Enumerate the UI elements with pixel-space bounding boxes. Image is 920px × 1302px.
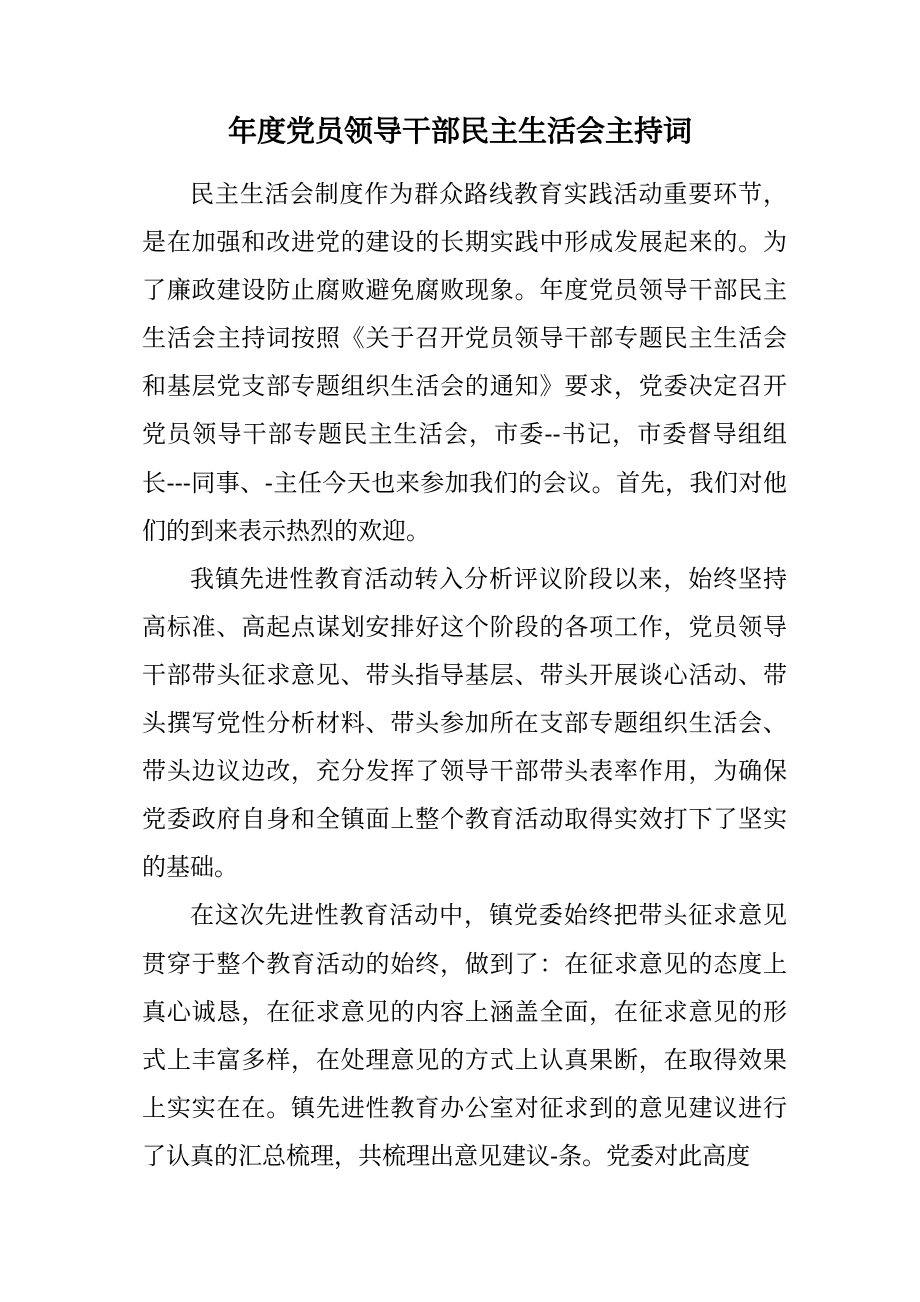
document-title: 年度党员领导干部民主生活会主持词 bbox=[227, 114, 692, 148]
paragraph-3: 在这次先进性教育活动中，镇党委始终把带头征求意见贯穿于整个教育活动的始终，做到了：在征求意见的态度上真心诚恳，在征求意见的内容上涵盖全面，在征求意见的形式上丰富多样，在处理意见的方式上认真果断，在取得效果上实实在在。镇先进性教育办公室对征求到的意见建议进行了认真的汇总梳理，共梳理出意见建议-条。党委对此高度 bbox=[142, 901, 787, 1170]
paragraph-1: 民主生活会制度作为群众路线教育实践活动重要环节，是在加强和改进党的建设的长期实践中形成发展起来的。为了廉政建设防止腐败避免腐败现象。年度党员领导干部民主生活会主持词按照《关于召开党员领导干部专题民主生活会和基层党支部专题组织生活会的通知》要求，党委决定召开党员领导干部专题民主生活会，市委--书记，市委督导组组长---同事、-主任今天也来参加我们的会议。首先，我们对他们的到来表示热烈的欢迎。 bbox=[142, 180, 787, 545]
paragraph-2: 我镇先进性教育活动转入分析评议阶段以来，始终坚持高标准、高起点谋划安排好这个阶段的各项工作，党员领导干部带头征求意见、带头指导基层、带头开展谈心活动、带头撰写党性分析材料、带头参加所在支部专题组织生活会、带头边议边改，充分发挥了领导干部带头表率作用，为确保党委政府自身和全镇面上整个教育活动取得实效打下了坚实的基础。 bbox=[142, 564, 787, 882]
document-body bbox=[142, 170, 787, 1180]
